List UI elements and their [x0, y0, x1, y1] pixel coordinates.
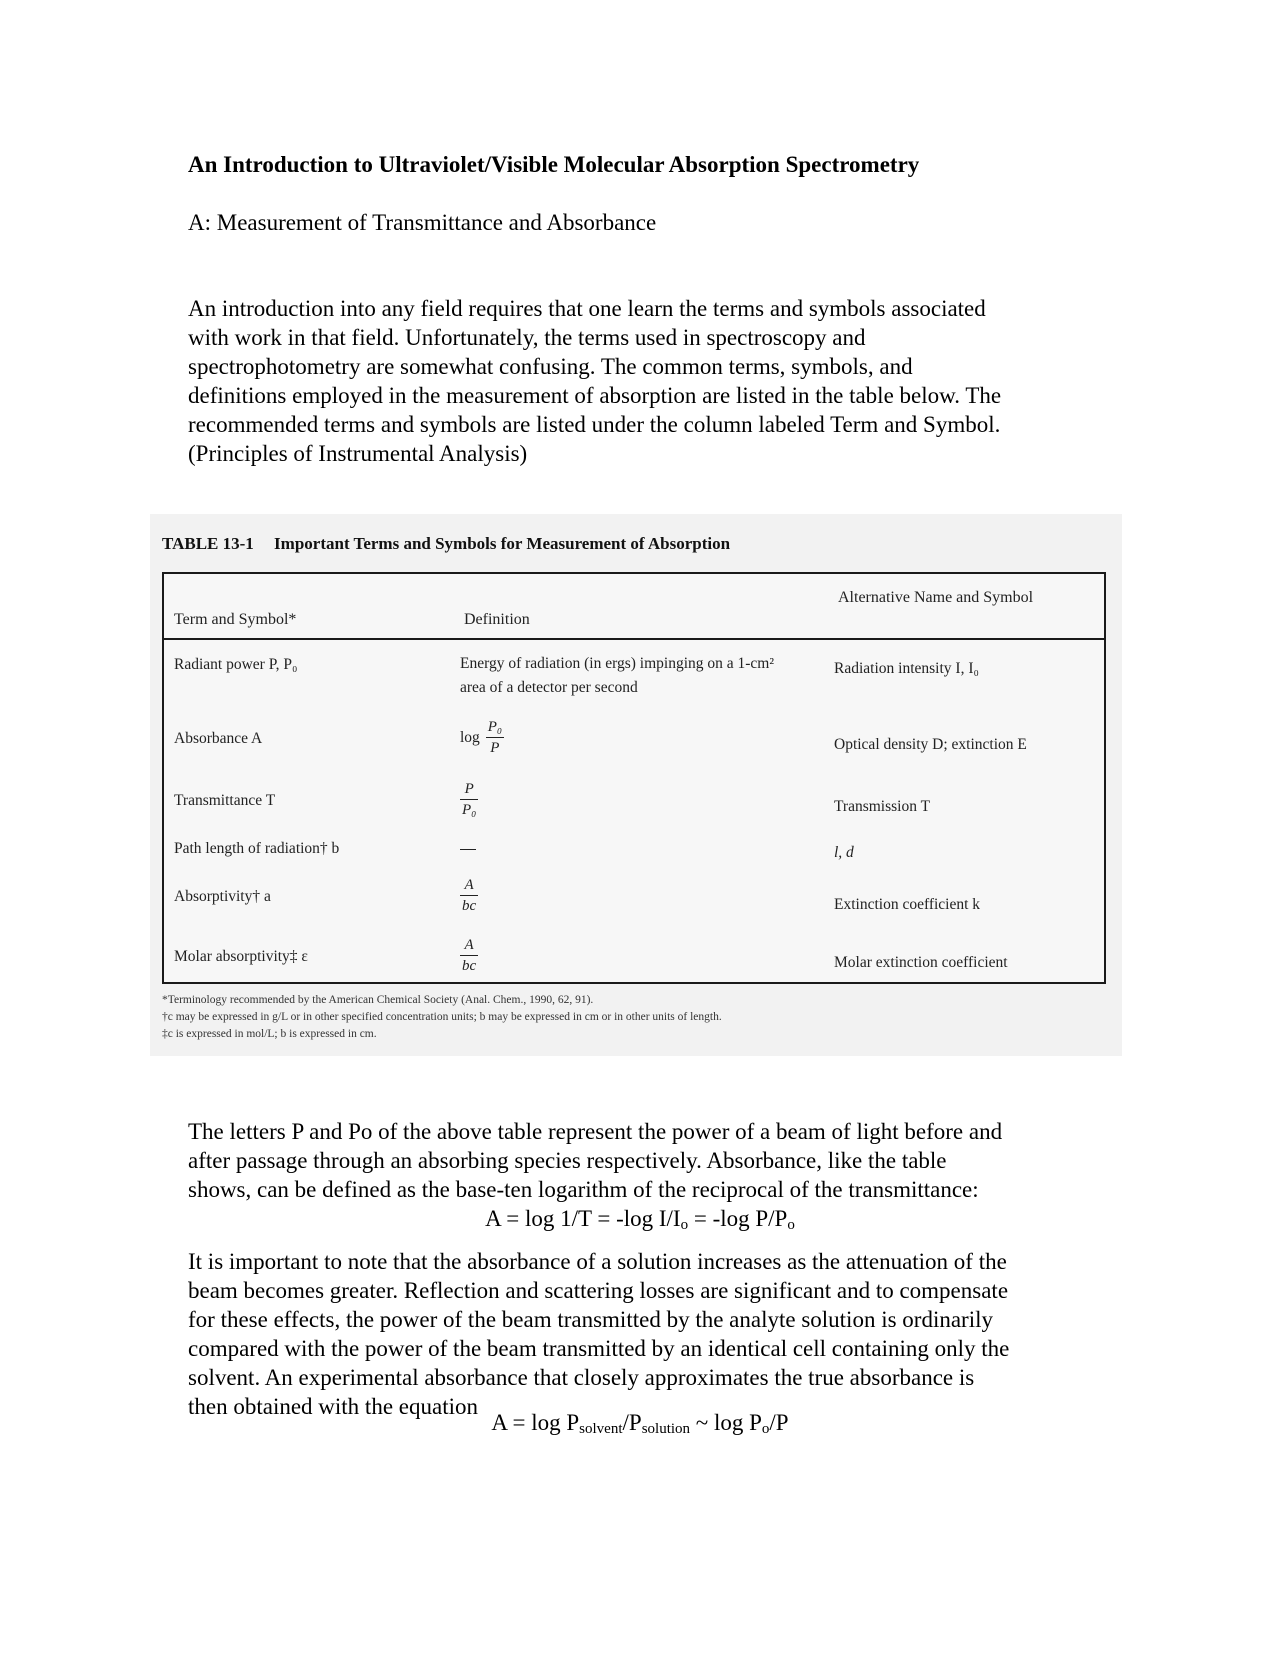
absorbance-equation — [0, 1204, 1280, 1233]
paragraph-line: with work in that field. Unfortunately, the terms used in spectroscopy and — [188, 325, 866, 350]
table-footnote: ‡c is expressed in mol/L; b is expressed in cm. — [162, 1028, 377, 1040]
cell-term: Absorptivity† a — [174, 888, 271, 905]
paragraph-line: It is important to note that the absorbance of a solution increases as the attenuation of the — [188, 1249, 1007, 1274]
paragraph-line: beam becomes greater. Reflection and scattering losses are significant and to compensate — [188, 1278, 1009, 1303]
fraction-bar — [460, 955, 478, 956]
paragraph-line: The letters P and Po of the above table represent the power of a beam of light before and — [188, 1119, 1003, 1144]
fraction-numerator: P — [464, 781, 474, 797]
cell-term: Absorbance A — [174, 730, 263, 747]
cell-term: Path length of radiation† b — [174, 840, 340, 857]
equation-subscript: o — [680, 1217, 689, 1233]
fraction-denominator: P₀ — [462, 802, 477, 818]
header-alternative-name: Alternative Name and Symbol — [838, 589, 1034, 606]
fraction-numerator: A — [464, 877, 474, 893]
fraction-denominator: P — [490, 740, 500, 756]
equation-text: = -log P/P — [688, 1206, 788, 1231]
fraction-bar — [460, 895, 478, 896]
explanation-paragraph — [188, 1117, 1108, 1204]
cell-definition — [460, 876, 478, 915]
cell-definition — [460, 838, 476, 860]
fraction-bar — [460, 799, 478, 800]
cell-alternative: l, d — [834, 844, 854, 861]
fraction-bar — [486, 737, 504, 738]
equation-subscript: o — [761, 1421, 770, 1437]
equation-subscript: solvent — [579, 1421, 623, 1437]
header-divider — [164, 638, 1104, 640]
equation-text: A = log P — [491, 1410, 580, 1435]
cell-alternative: Optical density D; extinction E — [834, 736, 1027, 753]
paragraph-line: after passage through an absorbing species respectively. Absorbance, like the table — [188, 1148, 947, 1173]
cell-term: Radiant power P, P₀ — [174, 656, 298, 673]
equation-text: /P — [622, 1410, 642, 1435]
table-caption-label: TABLE 13-1 — [162, 534, 254, 553]
experimental-absorbance-equation — [0, 1408, 1280, 1437]
paragraph-line: An introduction into any field requires that one learn the terms and symbols associated — [188, 296, 986, 321]
paragraph-line: spectrophotometry are somewhat confusing. The common terms, symbols, and — [188, 354, 913, 379]
fraction-numerator: A — [464, 937, 474, 953]
paragraph-line: definitions employed in the measurement of absorption are listed in the table below. The — [188, 383, 1002, 408]
cell-definition — [460, 780, 478, 819]
dash-symbol — [460, 849, 476, 850]
fraction — [460, 876, 478, 915]
fraction-numerator: P₀ — [487, 719, 503, 735]
paragraph-line: for these effects, the power of the beam transmitted by the analyte solution is ordinarily — [188, 1307, 993, 1332]
cell-alternative: Extinction coefficient k — [834, 896, 981, 913]
fraction-denominator: bc — [462, 898, 477, 914]
fraction — [460, 936, 478, 975]
terms-table — [162, 572, 1106, 984]
cell-alternative: Molar extinction coefficient — [834, 954, 1008, 971]
section-heading: A: Measurement of Transmittance and Absorbance — [188, 210, 657, 235]
header-term-and-symbol: Term and Symbol* — [174, 611, 297, 628]
equation-text: ~ log P — [690, 1410, 762, 1435]
document-title: An Introduction to Ultraviolet/Visible Molecular Absorption Spectrometry — [188, 152, 920, 177]
cell-definition: Energy of radiation (in ergs) impinging on a 1-cm² area of a detector per second — [460, 655, 775, 696]
cell-term: Transmittance T — [174, 792, 276, 809]
table-caption — [162, 534, 730, 554]
paragraph-line: (Principles of Instrumental Analysis) — [188, 441, 528, 466]
cell-term: Molar absorptivity‡ ε — [174, 948, 308, 965]
table-footnote: †c may be expressed in g/L or in other specified concentration units; b may be expressed in cm or in other units of length. — [162, 1011, 722, 1023]
header-definition: Definition — [464, 611, 530, 628]
equation-subscript: solution — [641, 1421, 691, 1437]
paragraph-line: shows, can be defined as the base-ten logarithm of the reciprocal of the transmittance: — [188, 1177, 979, 1202]
equation-text: /P — [769, 1410, 789, 1435]
equation-subscript: o — [787, 1217, 795, 1233]
paragraph-line: compared with the power of the beam transmitted by an identical cell containing only the — [188, 1336, 1010, 1361]
log-label: log — [460, 728, 480, 746]
cell-alternative: Radiation intensity I, I₀ — [834, 660, 979, 677]
cell-alternative: Transmission T — [834, 798, 931, 815]
fraction — [486, 718, 504, 757]
cell-definition — [460, 936, 478, 975]
table-footnote: *Terminology recommended by the American Chemical Society (Anal. Chem., 1990, 62, 91). — [162, 994, 594, 1006]
attenuation-paragraph — [188, 1247, 1108, 1421]
table-caption-title: Important Terms and Symbols for Measurement of Absorption — [274, 534, 731, 553]
paragraph-line: solvent. An experimental absorbance that closely approximates the true absorbance is — [188, 1365, 975, 1390]
table-figure — [150, 514, 1122, 1056]
paragraph-line: recommended terms and symbols are listed under the column labeled Term and Symbol. — [188, 412, 1001, 437]
cell-definition — [460, 718, 504, 757]
fraction — [460, 780, 478, 819]
paragraph-line: then obtained with the equation — [188, 1394, 478, 1419]
equation-text: A = log 1/T = -log I/I — [485, 1206, 681, 1231]
fraction-denominator: bc — [462, 958, 477, 974]
intro-paragraph — [188, 294, 1108, 468]
